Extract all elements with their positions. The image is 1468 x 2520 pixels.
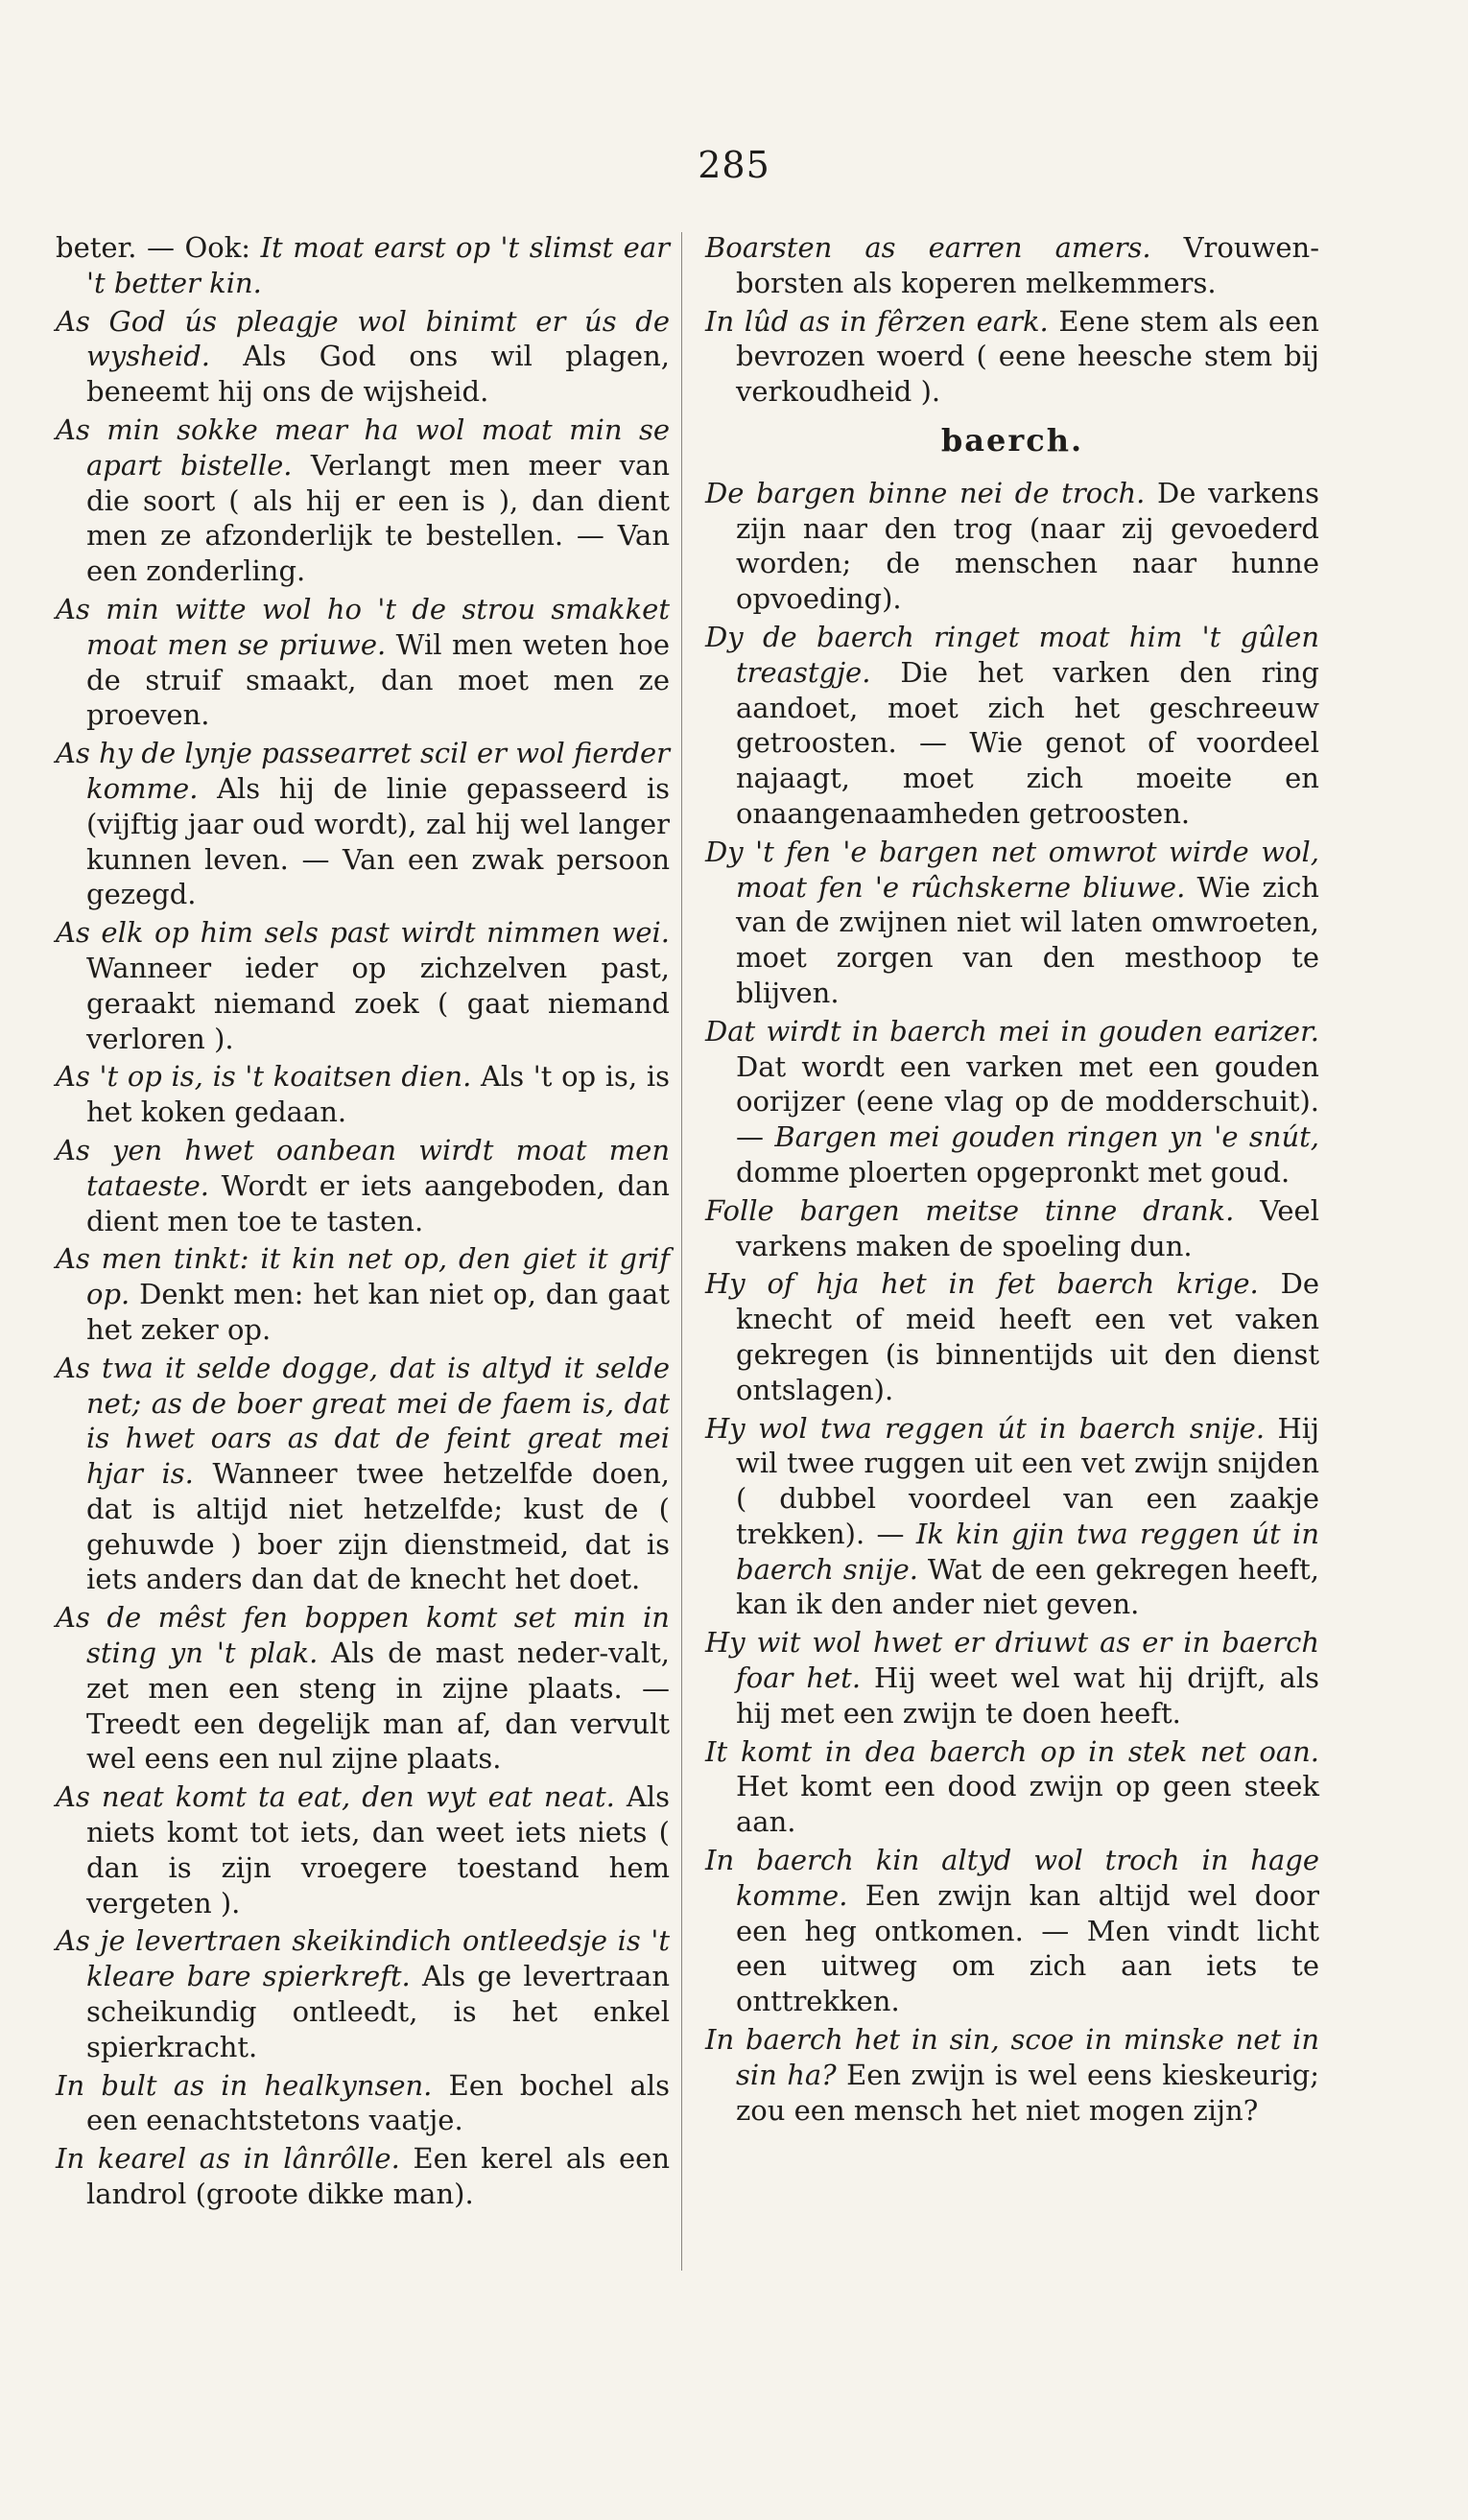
- dutch-translation: beter. — Ook:: [56, 231, 261, 264]
- frisian-text: In lûd as in fêrzen eark.: [705, 304, 1049, 338]
- frisian-text: Dat wirdt in baerch mei in gouden earizer.: [705, 1014, 1319, 1048]
- frisian-text: As God ús pleagje wol binimt er ús de wysheid.: [56, 304, 670, 373]
- proverb-entry: [705, 304, 1319, 410]
- dutch-translation: Als niets komt tot iets, dan weet iets niets ( dan is zijn vroegere toestand hem vergeten ).: [86, 1780, 670, 1919]
- column-divider: [681, 232, 682, 2271]
- proverb-entry: [56, 736, 670, 912]
- proverb-entry: [705, 1193, 1319, 1264]
- proverb-entry: [56, 230, 670, 301]
- dutch-translation: Eene stem als een bevrozen woerd ( eene heesche stem bij verkoudheid ).: [736, 304, 1319, 409]
- frisian-text: In baerch kin altyd wol troch in hage komme.: [705, 1844, 1319, 1912]
- dutch-translation: Een zwijn is wel eens kieskeurig; zou een mensch het niet mogen zijn?: [736, 2058, 1319, 2127]
- dutch-translation: Wat de een gekregen heeft, kan ik den ander niet geven.: [736, 1552, 1319, 1621]
- dutch-translation: Als 't op is, is het koken gedaan.: [86, 1060, 671, 1129]
- frisian-text: As neat komt ta eat, den wyt eat neat.: [56, 1780, 615, 1814]
- proverb-entry: [56, 2141, 670, 2212]
- dutch-translation: Wordt er iets aangeboden, dan dient men toe te tasten.: [86, 1168, 670, 1237]
- proverb-entry: [705, 1411, 1319, 1623]
- frisian-text: In bult as in healkynsen.: [56, 2068, 433, 2102]
- proverb-entry: [705, 1625, 1319, 1731]
- dutch-translation: De varkens zijn naar den trog (naar zij gevoederd worden; de menschen naar hunne opvoeding).: [736, 476, 1319, 616]
- dutch-translation: domme ploerten opgepronkt met goud.: [736, 1155, 1290, 1189]
- dutch-translation: Wil men weten hoe de struif smaakt, dan moet men ze proeven.: [86, 627, 670, 732]
- frisian-text: Bargen mei gouden ringen yn 'e snút,: [774, 1120, 1319, 1154]
- proverb-entry: [56, 592, 670, 733]
- proverb-entry: [705, 476, 1319, 617]
- frisian-text: Hy wit wol hwet er driuwt as er in baerch foar het.: [705, 1626, 1319, 1695]
- proverb-entry: [56, 2068, 670, 2139]
- frisian-text: Dy de baerch ringet moat him 't gûlen treastgje.: [705, 620, 1319, 689]
- dutch-translation: Verlangt men meer van die soort ( als hij er een is ), dan dient men ze afzonderlijk te bestellen. — Van een zonderling.: [86, 448, 670, 588]
- frisian-text: As de mêst fen boppen komt set min in sting yn 't plak.: [56, 1601, 670, 1670]
- proverb-entry: [56, 1241, 670, 1347]
- dutch-translation: De knecht of meid heeft een vet vaken gekregen (is binnentijds uit den dienst ontslagen).: [736, 1267, 1319, 1406]
- proverb-entry: [705, 1843, 1319, 2019]
- frisian-text: Folle bargen meitse tinne drank.: [705, 1193, 1235, 1227]
- frisian-text: Ik kin gjin twa reggen út in baerch snije.: [736, 1517, 1319, 1586]
- dutch-translation: Een zwijn kan altijd wel door een heg ontkomen. — Men vindt licht een uitweg om zich aan iets te onttrekken.: [736, 1878, 1319, 2018]
- frisian-text: In kearel as in lânrôlle.: [56, 2142, 400, 2176]
- right-column: [705, 230, 1319, 2131]
- proverb-entry: [56, 1600, 670, 1777]
- frisian-text: As men tinkt: it kin net op, den giet it grif op.: [56, 1242, 670, 1311]
- frisian-text: Hy of hja het in fet baerch krige.: [705, 1267, 1259, 1301]
- dutch-translation: Een kerel als een landrol (groote dikke man).: [86, 2142, 670, 2211]
- frisian-text: Boarsten as earren amers.: [705, 231, 1151, 264]
- proverb-entry: [56, 1059, 670, 1130]
- proverb-entry: [705, 2022, 1319, 2128]
- proverb-entry: [705, 1266, 1319, 1407]
- proverb-entry: [705, 1734, 1319, 1840]
- dutch-translation: Wanneer ieder op zichzelven past, geraakt niemand zoek ( gaat niemand verloren ).: [86, 951, 670, 1055]
- dutch-translation: Wanneer twee hetzelfde doen, dat is altijd niet hetzelfde; kust de ( gehuwde ) boer zijn dienstmeid, dat is iets anders dan dat de knecht het doet.: [86, 1457, 670, 1596]
- proverb-entry: [705, 835, 1319, 1011]
- frisian-text: As je levertraen skeikindich ontleedsje is 't kleare bare spierkreft.: [56, 1924, 670, 1993]
- frisian-text: As twa it selde dogge, dat is altyd it selde net; as de boer great mei de faem is, dat is hwet oars as dat de feint great mei hjar is.: [56, 1351, 670, 1491]
- dutch-translation: Als de mast neder-valt, zet men een steng in zijne plaats. — Treedt een degelijk man af, dan vervult wel eens een nul zijne plaats.: [86, 1637, 670, 1776]
- dutch-translation: Veel varkens maken de spoeling dun.: [736, 1193, 1319, 1262]
- frisian-text: In baerch het in sin, scoe in minske net in sin ha?: [705, 2023, 1319, 2091]
- dutch-translation: Hij weet wel wat hij drijft, als hij met een zwijn te doen heeft.: [736, 1661, 1319, 1730]
- frisian-text: As min sokke mear ha wol moat min se apart bistelle.: [56, 412, 670, 482]
- dutch-translation: Hij wil twee ruggen uit een vet zwijn snijden ( dubbel voordeel van een zaakje trekken). —: [736, 1411, 1319, 1550]
- dutch-translation: Het komt een dood zwijn op geen steek aan.: [736, 1770, 1319, 1839]
- proverb-entry: [705, 620, 1319, 832]
- left-column: [56, 230, 670, 2215]
- frisian-text: As min witte wol ho 't de strou smakket moat men se priuwe.: [56, 592, 670, 661]
- frisian-text: As 't op is, is 't koaitsen dien.: [56, 1060, 472, 1094]
- frisian-text: As yen hwet oanbean wirdt moat men tataeste.: [56, 1133, 670, 1202]
- proverb-entry: [705, 230, 1319, 301]
- dutch-translation: Een bochel als een eenachtstetons vaatje.: [86, 2068, 670, 2137]
- frisian-text: It komt in dea baerch op in stek net oan.: [705, 1734, 1319, 1768]
- section-heading: baerch.: [940, 421, 1084, 459]
- proverb-entry: [705, 1014, 1319, 1190]
- dutch-translation: Vrouwen-borsten als koperen melkemmers.: [736, 231, 1319, 299]
- proverb-entry: [56, 1351, 670, 1598]
- dutch-translation: Als hij de linie gepasseerd is (vijftig jaar oud wordt), zal hij wel langer kunnen leven. — Van een zwak persoon gezegd.: [86, 771, 670, 911]
- dutch-translation: Wie zich van de zwijnen niet wil laten omwroeten, moet zorgen van den mesthoop te blijven.: [736, 870, 1319, 1009]
- frisian-text: Hy wol twa reggen út in baerch snije.: [705, 1411, 1266, 1445]
- frisian-text: As elk op him sels past wirdt nimmen wei.: [56, 916, 670, 950]
- dutch-translation: Als God ons wil plagen, beneemt hij ons de wijsheid.: [86, 340, 670, 409]
- frisian-text: As hy de lynje passearret scil er wol fierder komme.: [56, 737, 670, 805]
- proverb-entry: [56, 304, 670, 410]
- proverb-entry: [56, 1133, 670, 1238]
- frisian-text: It moat earst op 't slimst ear 't better kin.: [86, 231, 670, 299]
- dutch-translation: Dat wordt een varken met een gouden oorijzer (eene vlag op de modderschuit). —: [736, 1049, 1319, 1154]
- proverb-entry: [56, 1779, 670, 1920]
- dutch-translation: Als ge levertraan scheikundig ontleedt, is het enkel spierkracht.: [86, 1960, 670, 2063]
- proverb-entry: [56, 915, 670, 1056]
- proverb-entry: [56, 1923, 670, 2064]
- frisian-text: Dy 't fen 'e bargen net omwrot wirde wol, moat fen 'e rûchskerne bliuwe.: [705, 835, 1319, 904]
- frisian-text: De bargen binne nei de troch.: [705, 476, 1146, 509]
- dutch-translation: Denkt men: het kan niet op, dan gaat het zeker op.: [86, 1278, 670, 1346]
- page-number: 285: [698, 144, 770, 186]
- proverb-entry: [56, 412, 670, 589]
- dutch-translation: Die het varken den ring aandoet, moet zich het geschreeuw getroosten. — Wie genot of voordeel najaagt, moet zich moeite en onaangenaamheden getroosten.: [736, 655, 1319, 830]
